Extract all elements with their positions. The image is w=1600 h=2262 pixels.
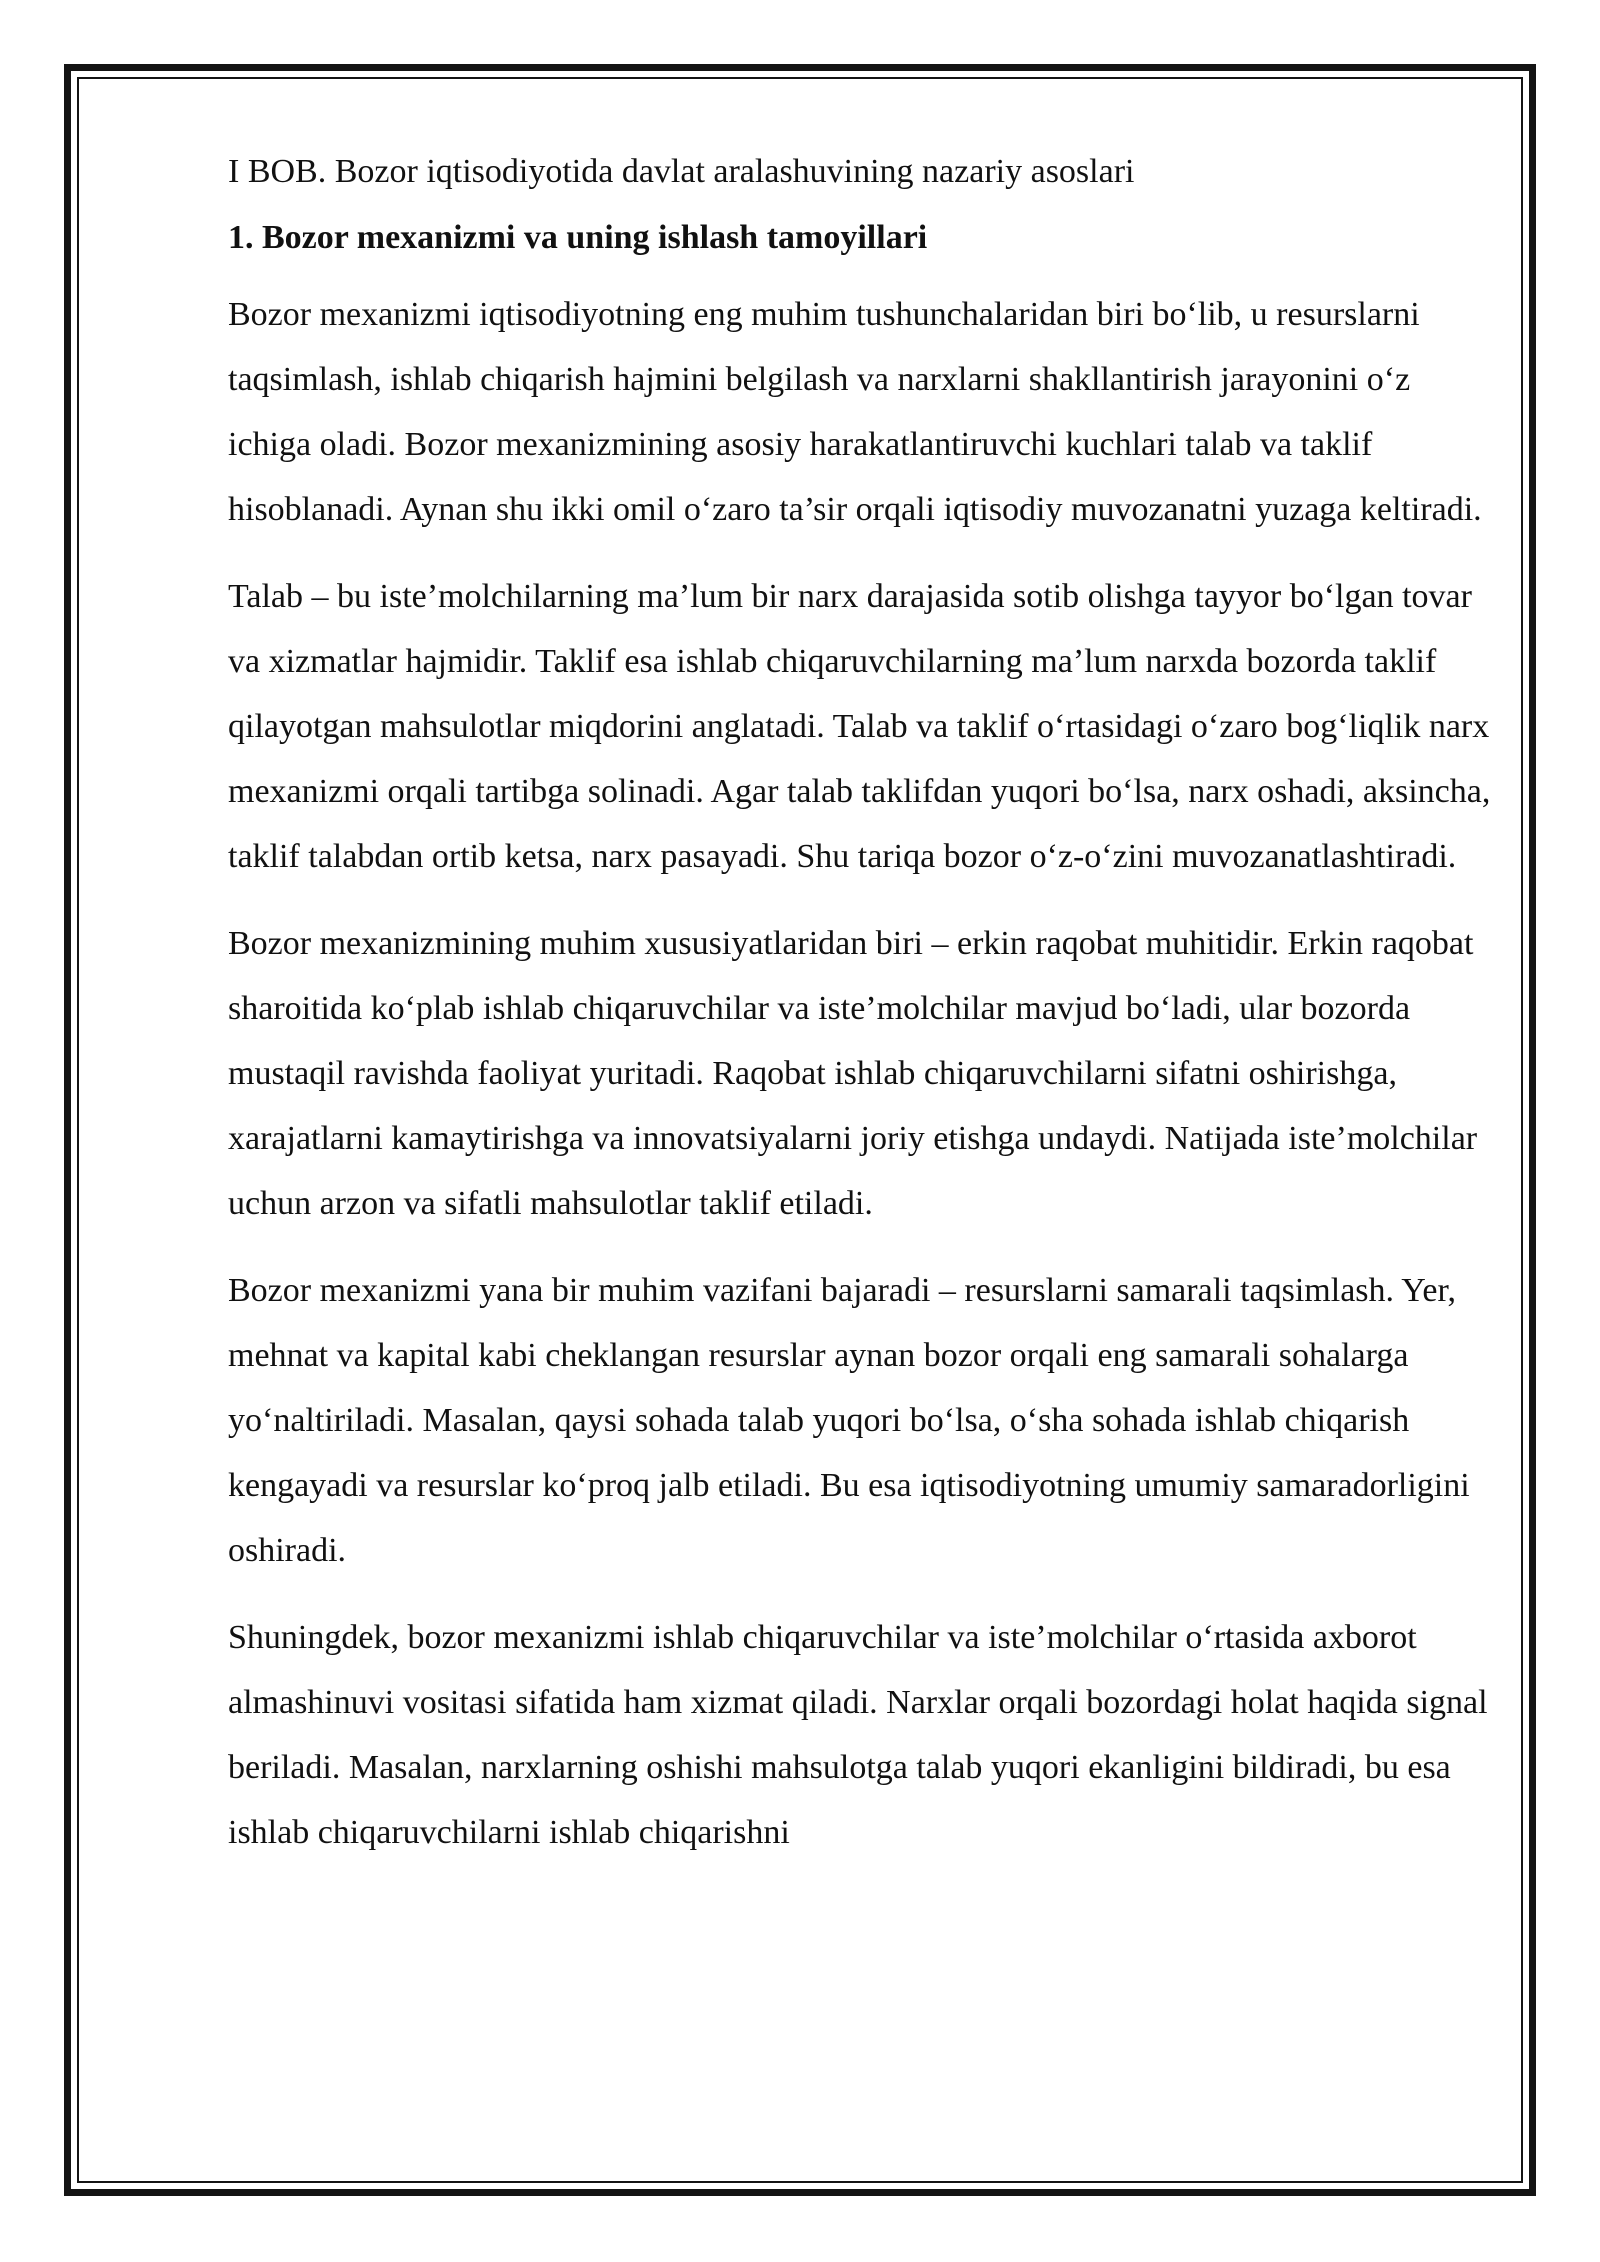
paragraph: Shuningdek, bozor mexanizmi ishlab chiqaruvchilar va iste’molchilar o‘rtasida axborot almashinuvi vositasi sifatida ham xizmat qiladi. Narxlar orqali bozordagi holat haqida signal beriladi. Masalan, narxlarning oshishi mahsulotga talab yuqori ekanligini bildiradi, bu esa ishlab chiqaruvchilarni ishlab chiqarishni: [228, 1619, 1488, 1851]
paragraph: Bozor mexanizmi iqtisodiyotning eng muhim tushunchalaridan biri bo‘lib, u resurslarni taqsimlash, ishlab chiqarish hajmini belgilash va narxlarni shakllantirish jarayonini o‘z ichiga oladi. Bozor mexanizmining asosiy harakatlantiruvchi kuchlari talab va taklif hisoblanadi. Aynan shu ikki omil o‘zaro ta’sir orqali iqtisodiy muvozanatni yuzaga keltiradi.: [228, 296, 1482, 528]
chapter-title: I BOB. Bozor iqtisodiyotida davlat aralashuvining nazariy asoslari: [228, 153, 1135, 190]
document-body: [228, 150, 1498, 1865]
paragraph: Bozor mexanizmi yana bir muhim vazifani bajaradi – resurslarni samarali taqsimlash. Yer, mehnat va kapital kabi cheklangan resurslar aynan bozor orqali eng samarali sohalarga yo‘naltiriladi. Masalan, qaysi sohada talab yuqori bo‘lsa, o‘sha sohada ishlab chiqarish kengayadi va resurslar ko‘proq jalb etiladi. Bu esa iqtisodiyotning umumiy samaradorligini oshiradi.: [228, 1272, 1470, 1569]
paragraph: Talab – bu iste’molchilarning ma’lum bir narx darajasida sotib olishga tayyor bo‘lgan tovar va xizmatlar hajmidir. Taklif esa ishlab chiqaruvchilarning ma’lum narxda bozorda taklif qilayotgan mahsulotlar miqdorini anglatadi. Talab va taklif o‘rtasidagi o‘zaro bog‘liqlik narx mexanizmi orqali tartibga solinadi. Agar talab taklifdan yuqori bo‘lsa, narx oshadi, aksincha, taklif talabdan ortib ketsa, narx pasayadi. Shu tariqa bozor o‘z-o‘zini muvozanatlashtiradi.: [228, 578, 1491, 875]
paragraph: Bozor mexanizmining muhim xususiyatlaridan biri – erkin raqobat muhitidir. Erkin raqobat sharoitida ko‘plab ishlab chiqaruvchilar va iste’molchilar mavjud bo‘ladi, ular bozorda mustaqil ravishda faoliyat yuritadi. Raqobat ishlab chiqaruvchilarni sifatni oshirishga, xarajatlarni kamaytirishga va innovatsiyalarni joriy etishga undaydi. Natijada iste’molchilar uchun arzon va sifatli mahsulotlar taklif etiladi.: [228, 925, 1478, 1222]
section-title: 1. Bozor mexanizmi va uning ishlash tamoyillari: [228, 219, 928, 256]
